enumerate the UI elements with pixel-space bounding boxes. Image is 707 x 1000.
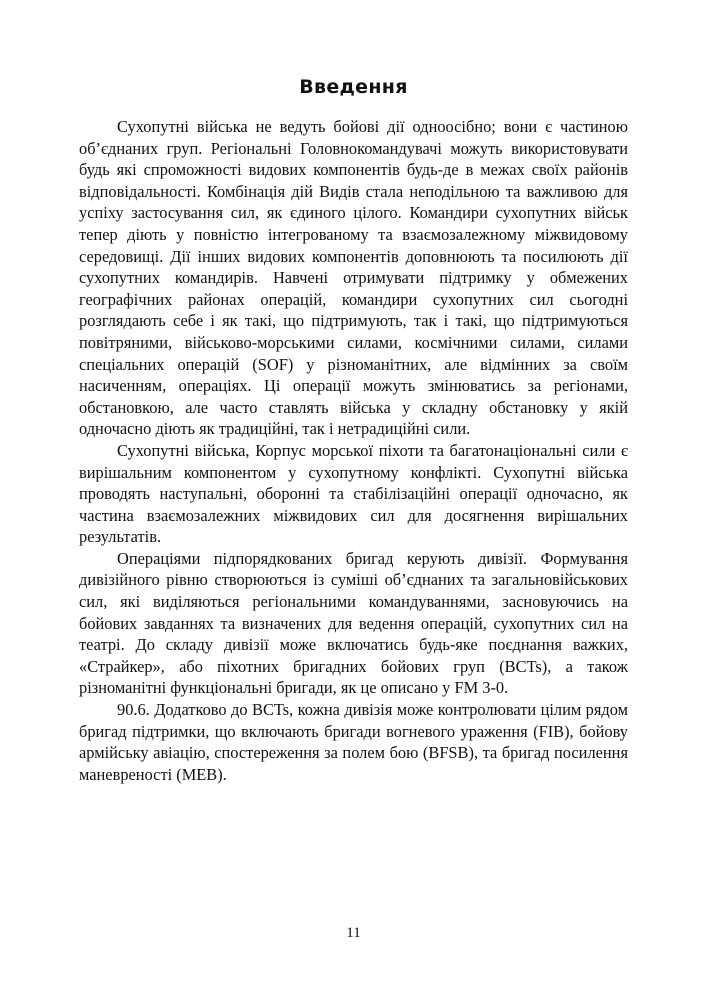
paragraph: Сухопутні війська, Корпус морської піхоти та багатонаціональні сили є вирішальним компонентом у сухопутному конфлікті. Сухопутні війська проводять наступальні, оборонні та стабілізаційні операції одночасно, як частина взаємозалежних міжвидових сил для досягнення вирішальних результатів. (79, 440, 628, 547)
paragraph: Операціями підпорядкованих бригад керують дивізії. Формування дивізійного рівню створюються із суміші об’єднаних та загальновійськових сил, які виділяються регіональними командуваннями, засновуючись на бойових завданнях та визначених для ведення операцій, сухопутних сил на театрі. До складу дивізії може включатись будь-яке поєднання важких, «Страйкер», або піхотних бригадних бойових груп (BCTs), а також різноманітні функціональні бригади, як це описано у FM 3-0. (79, 548, 628, 698)
page-title: Введення (299, 76, 408, 98)
body-text (79, 116, 628, 785)
paragraph: 90.6. Додатково до BCTs, кожна дивізія може контролювати цілим рядом бригад підтримки, що включають бригади вогневого ураження (FIB), бойову армійську авіацію, спостереження за полем бою (BFSB), та бригад посилення маневреності (MEB). (79, 700, 628, 784)
page-number: 11 (346, 925, 361, 941)
paragraph: Сухопутні війська не ведуть бойові дії одноосібно; вони є частиною об’єднаних груп. Регіональні Головнокомандувачі можуть використовувати будь які спроможності видових компонентів будь-де в межах своїх районів відповідальності. Комбінація дій Видів стала неподільною та важливою для успіху застосування сил, як єдиного цілого. Командири сухопутних військ тепер діють у повністю інтегрованому та взаємозалежному міжвидовому середовищі. Дії інших видових компонентів доповнюють та посилюють дії сухопутних командирів. Навчені отримувати підтримку у обмежених географічних районах операцій, командири сухопутних сил сьогодні розглядають себе і як такі, що підтримують, так і такі, що підтримуються повітряними, військово-морськими силами, космічними силами, силами спеціальних операцій (SOF) у різноманітних, але відмінних за своїм насиченням, операціях. Ці операції можуть змінюватись за регіонами, обстановкою, але часто ставлять війська у складну обстановку у якій одночасно діють як традиційні, так і нетрадиційні сили. (79, 117, 628, 439)
